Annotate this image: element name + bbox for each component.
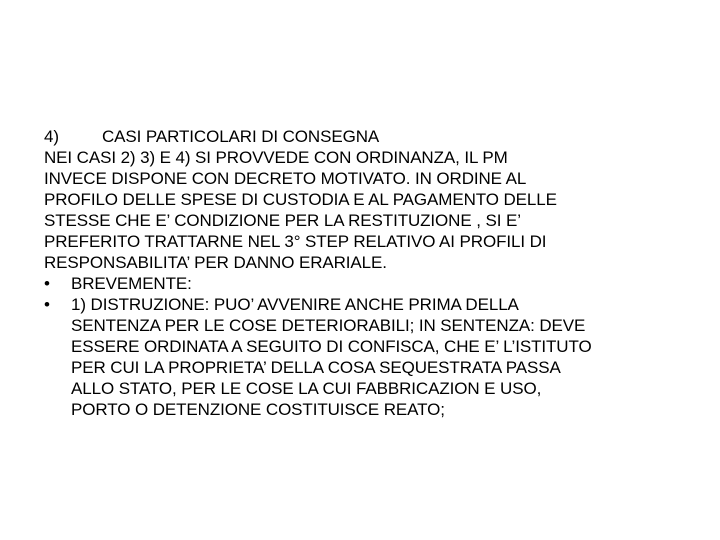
section-heading [44,126,694,147]
bullet-text [71,273,694,294]
bullet-line: 1) DISTRUZIONE: PUO’ AVVENIRE ANCHE PRIMA DELLA [71,295,519,314]
paragraph-line: PROFILO DELLE SPESE DI CUSTODIA E AL PAGAMENTO DELLE [44,190,557,209]
bullet-item-brevemente [44,273,694,294]
paragraph-line: NEI CASI 2) 3) E 4) SI PROVVEDE CON ORDINANZA, IL PM [44,148,508,167]
paragraph-line: INVECE DISPONE CON DECRETO MOTIVATO. IN ORDINE AL [44,169,527,188]
bullet-icon: • [44,295,50,314]
bullet-line: PORTO O DETENZIONE COSTITUISCE REATO; [71,400,445,419]
paragraph-line: RESPONSABILITA’ PER DANNO ERARIALE. [44,253,387,272]
bullet-line: BREVEMENTE: [71,274,192,293]
intro-paragraph [44,147,694,273]
bullet-icon: • [44,274,50,293]
bullet-item-distruzione [44,294,694,420]
section-number: 4) [44,127,59,146]
section-title: CASI PARTICOLARI DI CONSEGNA [102,127,380,146]
bullet-line: ESSERE ORDINATA A SEGUITO DI CONFISCA, CHE E’ L’ISTITUTO [71,337,592,356]
bullet-text [71,294,694,420]
bullet-line: SENTENZA PER LE COSE DETERIORABILI; IN SENTENZA: DEVE [71,316,586,335]
bullet-line: ALLO STATO, PER LE COSE LA CUI FABBRICAZION E USO, [71,379,542,398]
paragraph-line: STESSE CHE E’ CONDIZIONE PER LA RESTITUZIONE , SI E’ [44,211,521,230]
bullet-line: PER CUI LA PROPRIETA’ DELLA COSA SEQUESTRATA PASSA [71,358,561,377]
paragraph-line: PREFERITO TRATTARNE NEL 3° STEP RELATIVO AI PROFILI DI [44,232,547,251]
slide-content [44,126,694,420]
